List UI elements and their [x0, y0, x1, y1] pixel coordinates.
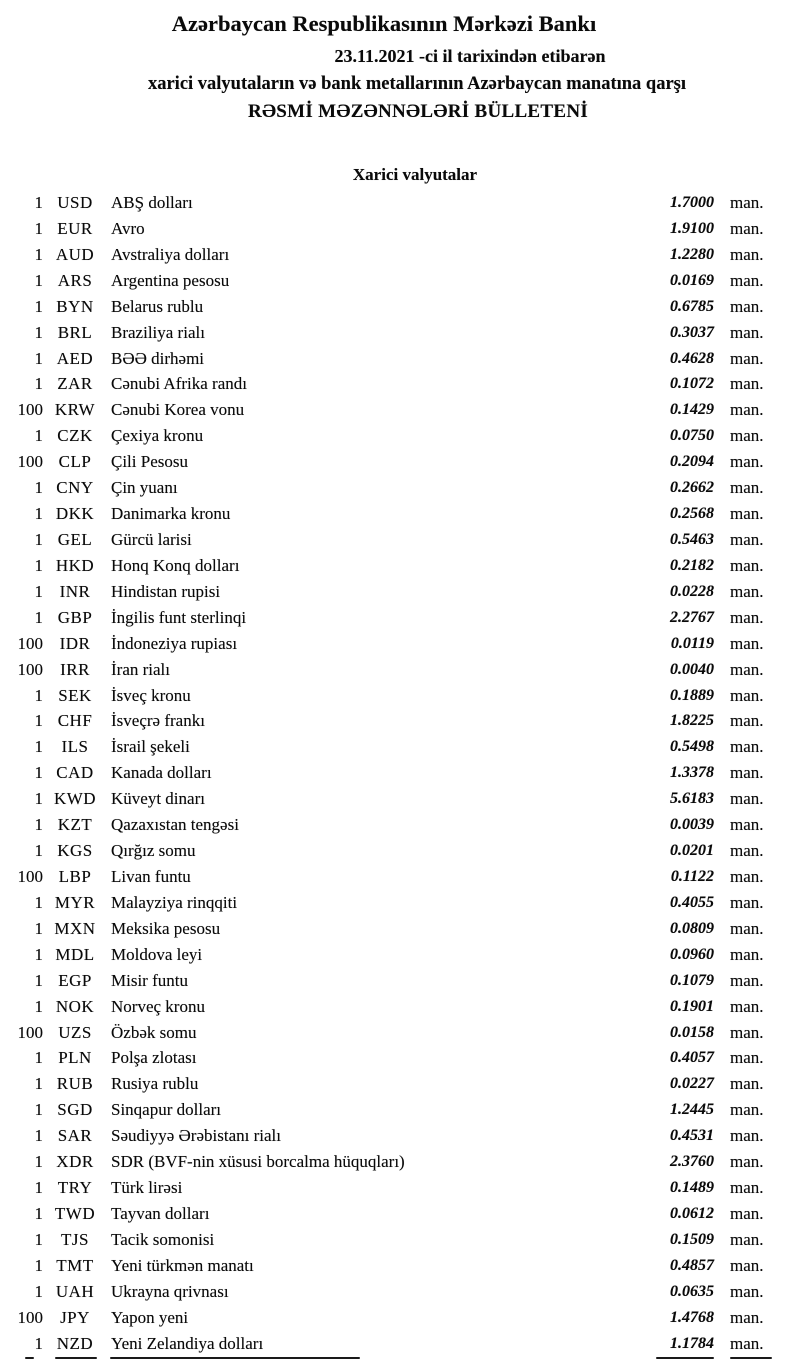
row-quantity: 1 [34, 815, 43, 835]
row-rate-unit: man. [730, 193, 764, 212]
rate-row [0, 449, 800, 475]
row-rate-value: 0.0227 [670, 1075, 714, 1093]
row-rate-value: 2.2767 [670, 608, 714, 626]
row-rate-value: 0.1509 [670, 1230, 714, 1248]
rate-row [0, 1227, 800, 1253]
rate-row [0, 1201, 800, 1227]
row-currency-code: CHF [57, 711, 93, 731]
row-currency-code: NOK [55, 996, 95, 1016]
row-currency-name: Yapon yeni [111, 1307, 189, 1327]
row-currency-name: Ukrayna qrivnası [111, 1281, 229, 1301]
row-currency-name: Honq Konq dolları [111, 555, 240, 575]
row-rate-value: 0.0635 [670, 1282, 714, 1300]
row-currency-name: Avstraliya dolları [111, 244, 230, 264]
row-quantity: 1 [34, 1333, 43, 1353]
row-rate-unit: man. [730, 581, 764, 601]
row-currency-code: GEL [57, 529, 93, 549]
rate-row [0, 268, 800, 294]
rates-table [0, 190, 800, 1356]
row-currency-name: Yeni Zelandiya dolları [111, 1333, 264, 1353]
row-quantity: 1 [34, 970, 43, 990]
row-rate-unit: man. [730, 841, 764, 861]
row-rate-value: 0.0039 [670, 816, 714, 834]
rate-row [0, 1331, 800, 1357]
row-currency-code: NZD [56, 1333, 94, 1353]
rate-row [0, 838, 800, 864]
row-currency-code: EGP [58, 970, 92, 990]
rate-row [0, 1175, 800, 1201]
rate-row [0, 397, 800, 423]
row-currency-code: AUD [55, 244, 95, 264]
row-rate-unit: man. [730, 1255, 764, 1275]
row-rate-value: 0.1889 [670, 686, 714, 704]
row-quantity: 1 [34, 1281, 43, 1301]
row-rate-unit: man. [730, 607, 764, 627]
row-rate-value: 0.2568 [670, 505, 714, 523]
row-quantity: 1 [34, 892, 43, 912]
row-quantity: 100 [17, 1022, 43, 1042]
row-quantity: 1 [34, 1229, 43, 1249]
row-currency-name: Rusiya rublu [111, 1074, 199, 1094]
row-currency-name: Çexiya kronu [111, 426, 204, 446]
row-rate-unit: man. [730, 1307, 764, 1327]
row-rate-value: 0.4531 [670, 1127, 714, 1145]
row-currency-code: KWD [53, 789, 97, 809]
row-currency-name: Braziliya rialı [111, 322, 205, 342]
rate-row [0, 1305, 800, 1331]
row-currency-code: TWD [54, 1203, 96, 1223]
row-rate-unit: man. [730, 426, 764, 446]
rate-row [0, 190, 800, 216]
row-rate-unit: man. [730, 763, 764, 783]
row-quantity: 1 [34, 685, 43, 705]
row-quantity: 1 [34, 322, 43, 342]
row-rate-unit: man. [730, 1229, 764, 1249]
row-currency-code: IRR [60, 659, 90, 679]
row-quantity: 1 [34, 348, 43, 368]
row-quantity: 1 [34, 711, 43, 731]
row-currency-name: Avro [111, 218, 145, 238]
row-rate-value: 0.3037 [670, 323, 714, 341]
rate-row [0, 760, 800, 786]
row-currency-name: Moldova leyi [111, 944, 203, 964]
row-rate-value: 1.7000 [670, 194, 714, 211]
row-currency-code: CZK [57, 426, 93, 446]
row-rate-value: 0.4857 [670, 1256, 714, 1274]
row-quantity: 1 [34, 1152, 43, 1172]
row-rate-unit: man. [730, 1178, 764, 1198]
row-rate-unit: man. [730, 737, 764, 757]
rate-row [0, 734, 800, 760]
row-quantity: 100 [17, 452, 43, 472]
row-quantity: 100 [17, 400, 43, 420]
row-rate-value: 0.1072 [670, 375, 714, 393]
row-currency-name: Cənubi Afrika randı [111, 374, 247, 394]
row-currency-name: SDR (BVF-nin xüsusi borcalma hüquqları) [111, 1152, 405, 1172]
row-rate-unit: man. [730, 504, 764, 524]
row-currency-name: İran rialı [111, 659, 170, 679]
row-rate-unit: man. [730, 270, 764, 290]
row-rate-value: 1.2280 [670, 245, 714, 263]
row-currency-name: Qırğız somu [111, 841, 196, 861]
row-quantity: 1 [34, 789, 43, 809]
row-rate-value: 0.4628 [670, 349, 714, 367]
rate-row [0, 786, 800, 812]
rate-row [0, 1149, 800, 1175]
rate-row [0, 657, 800, 683]
row-quantity: 1 [34, 607, 43, 627]
row-currency-code: KRW [54, 400, 96, 420]
row-quantity: 1 [34, 581, 43, 601]
rate-row [0, 294, 800, 320]
row-currency-code: CAD [56, 763, 94, 783]
row-rate-unit: man. [730, 529, 764, 549]
row-currency-name: Hindistan rupisi [111, 581, 221, 601]
row-rate-unit: man. [730, 1048, 764, 1068]
row-currency-name: İndoneziya rupiası [111, 633, 238, 653]
row-currency-name: Tayvan dolları [111, 1203, 210, 1223]
row-currency-name: İsveç kronu [111, 685, 191, 705]
row-quantity: 1 [34, 737, 43, 757]
row-rate-value: 1.8225 [670, 712, 714, 730]
row-rate-value: 0.0169 [670, 271, 714, 289]
row-rate-unit: man. [730, 685, 764, 705]
row-quantity: 1 [34, 244, 43, 264]
row-quantity: 100 [17, 866, 43, 886]
row-rate-unit: man. [730, 659, 764, 679]
row-currency-name: Türk lirəsi [111, 1178, 183, 1198]
row-rate-value: 1.2445 [670, 1101, 714, 1119]
row-rate-unit: man. [730, 815, 764, 835]
row-currency-code: JPY [60, 1307, 90, 1327]
row-currency-code: IDR [59, 633, 91, 653]
row-rate-unit: man. [730, 1074, 764, 1094]
row-rate-value: 0.0809 [670, 919, 714, 937]
rate-row [0, 553, 800, 579]
row-currency-name: Argentina pesosu [111, 270, 230, 290]
row-currency-code: GBP [57, 607, 93, 627]
rate-row [0, 1045, 800, 1071]
row-quantity: 1 [34, 555, 43, 575]
row-currency-code: UAH [55, 1281, 95, 1301]
row-currency-code: CLP [58, 452, 92, 472]
row-currency-code: MYR [54, 892, 96, 912]
row-rate-unit: man. [730, 1022, 764, 1042]
row-rate-value: 0.6785 [670, 297, 714, 315]
row-currency-name: Çili Pesosu [111, 452, 188, 472]
row-rate-value: 0.0228 [670, 582, 714, 600]
row-currency-name: Yeni türkmən manatı [111, 1255, 254, 1275]
rate-row [0, 812, 800, 838]
row-quantity: 1 [34, 918, 43, 938]
row-currency-code: ARS [57, 270, 93, 290]
row-quantity: 1 [34, 529, 43, 549]
row-quantity: 1 [34, 218, 43, 238]
row-rate-unit: man. [730, 555, 764, 575]
row-quantity: 1 [34, 1074, 43, 1094]
row-rate-unit: man. [730, 789, 764, 809]
row-rate-value: 0.1901 [670, 997, 714, 1015]
row-currency-code: USD [57, 193, 93, 212]
row-currency-code: SGD [57, 1100, 93, 1120]
row-rate-unit: man. [730, 374, 764, 394]
row-rate-value: 0.0158 [670, 1023, 714, 1041]
row-quantity: 1 [34, 504, 43, 524]
rate-row [0, 605, 800, 631]
rate-row [0, 423, 800, 449]
row-rate-value: 2.3760 [670, 1153, 714, 1171]
row-currency-code: INR [59, 581, 91, 601]
row-currency-code: BRL [57, 322, 93, 342]
row-quantity: 1 [34, 1100, 43, 1120]
row-quantity: 1 [34, 1178, 43, 1198]
row-currency-name: Qazaxıstan tengəsi [111, 815, 239, 835]
row-currency-name: Meksika pesosu [111, 918, 221, 938]
row-rate-value: 0.1429 [670, 401, 714, 419]
row-rate-value: 0.1489 [670, 1179, 714, 1197]
row-quantity: 1 [34, 1048, 43, 1068]
rate-row [0, 683, 800, 709]
row-quantity: 1 [34, 1255, 43, 1275]
row-quantity: 1 [34, 1126, 43, 1146]
row-currency-name: Belarus rublu [111, 296, 204, 316]
rate-row [0, 527, 800, 553]
bulletin-title: RƏSMİ MƏZƏNNƏLƏRİ BÜLLETENİ [247, 101, 589, 122]
row-currency-name: Cənubi Korea vonu [111, 400, 245, 420]
row-currency-name: İsrail şekeli [111, 737, 190, 757]
subject-line: xarici valyutaların və bank metallarının Azərbaycan manatına qarşı [147, 74, 687, 94]
row-rate-value: 1.3378 [670, 764, 714, 782]
row-currency-name: İngilis funt sterlinqi [111, 607, 247, 627]
row-currency-name: Səudiyyə Ərəbistanı rialı [111, 1126, 281, 1146]
row-currency-name: BƏƏ dirhəmi [111, 348, 205, 368]
row-currency-name: İsveçrə frankı [111, 711, 205, 731]
row-rate-unit: man. [730, 892, 764, 912]
row-currency-code: CNY [56, 478, 94, 498]
rate-row [0, 942, 800, 968]
row-currency-name: Polşa zlotası [111, 1048, 197, 1068]
row-rate-unit: man. [730, 1100, 764, 1120]
row-rate-value: 0.2662 [670, 479, 714, 497]
row-currency-code: SAR [57, 1126, 93, 1146]
row-currency-name: Çin yuanı [111, 478, 178, 498]
row-rate-value: 1.9100 [670, 219, 714, 237]
row-currency-code: EUR [57, 218, 93, 238]
rate-row [0, 371, 800, 397]
row-rate-value: 1.4768 [670, 1308, 714, 1326]
row-rate-value: 0.1122 [670, 867, 714, 885]
row-rate-unit: man. [730, 633, 764, 653]
row-quantity: 100 [17, 659, 43, 679]
row-rate-value: 0.0960 [670, 945, 714, 963]
row-rate-unit: man. [730, 218, 764, 238]
row-rate-value: 1.1784 [670, 1334, 714, 1352]
row-rate-unit: man. [730, 970, 764, 990]
row-rate-unit: man. [730, 348, 764, 368]
rate-row [0, 1279, 800, 1305]
row-currency-name: Livan funtu [111, 866, 191, 886]
rate-row [0, 994, 800, 1020]
rate-row [0, 708, 800, 734]
row-rate-unit: man. [730, 1333, 764, 1353]
row-currency-code: TRY [57, 1178, 93, 1198]
document-header [0, 0, 800, 125]
row-rate-unit: man. [730, 996, 764, 1016]
row-rate-unit: man. [730, 452, 764, 472]
row-currency-code: KGS [57, 841, 93, 861]
row-quantity: 1 [34, 193, 43, 212]
rate-row [0, 968, 800, 994]
row-currency-code: ILS [61, 737, 89, 757]
row-rate-value: 0.1079 [670, 971, 714, 989]
row-quantity: 100 [17, 1307, 43, 1327]
row-currency-name: Malayziya rinqqiti [111, 892, 238, 912]
row-quantity: 100 [17, 633, 43, 653]
row-quantity: 1 [34, 944, 43, 964]
row-rate-value: 5.6183 [670, 790, 714, 808]
row-rate-value: 0.0201 [670, 842, 714, 860]
rate-row [0, 1097, 800, 1123]
row-currency-code: BYN [56, 296, 94, 316]
rate-row [0, 1071, 800, 1097]
row-rate-unit: man. [730, 918, 764, 938]
row-quantity: 1 [34, 996, 43, 1016]
row-rate-unit: man. [730, 866, 764, 886]
rate-row [0, 320, 800, 346]
row-currency-code: ZAR [57, 374, 93, 394]
row-currency-name: Misir funtu [111, 970, 188, 990]
row-rate-value: 0.0612 [670, 1204, 714, 1222]
row-currency-code: AED [56, 348, 94, 368]
row-rate-unit: man. [730, 1152, 764, 1172]
row-currency-name: ABŞ dolları [111, 193, 193, 212]
row-rate-value: 0.2094 [670, 453, 714, 471]
row-currency-code: HKD [55, 555, 95, 575]
row-quantity: 1 [34, 478, 43, 498]
row-quantity: 1 [34, 426, 43, 446]
row-rate-unit: man. [730, 322, 764, 342]
rate-row [0, 631, 800, 657]
row-currency-code: KZT [57, 815, 93, 835]
row-rate-unit: man. [730, 1281, 764, 1301]
row-rate-value: 0.0750 [670, 427, 714, 445]
row-currency-code: MDL [55, 944, 95, 964]
row-rate-unit: man. [730, 244, 764, 264]
section-title-foreign-currencies: Xarici valyutalar [352, 165, 478, 184]
rate-row [0, 242, 800, 268]
row-currency-code: SEK [58, 685, 92, 705]
row-currency-name: Gürcü larisi [111, 529, 192, 549]
row-currency-name: Küveyt dinarı [111, 789, 205, 809]
rate-row [0, 1253, 800, 1279]
row-currency-name: Norveç kronu [111, 996, 205, 1016]
row-quantity: 1 [34, 296, 43, 316]
row-rate-unit: man. [730, 944, 764, 964]
rate-row [0, 890, 800, 916]
row-currency-code: RUB [56, 1074, 94, 1094]
row-currency-code: DKK [55, 504, 95, 524]
row-quantity: 1 [34, 841, 43, 861]
row-currency-code: UZS [58, 1022, 92, 1042]
row-currency-name: Sinqapur dolları [111, 1100, 222, 1120]
row-quantity: 1 [34, 270, 43, 290]
row-quantity: 1 [34, 763, 43, 783]
row-rate-unit: man. [730, 1203, 764, 1223]
row-rate-value: 0.2182 [670, 556, 714, 574]
rate-row [0, 1020, 800, 1046]
row-currency-name: Kanada dolları [111, 763, 212, 783]
row-rate-value: 0.0119 [670, 634, 714, 652]
rate-row [0, 1123, 800, 1149]
rate-row [0, 475, 800, 501]
rate-row [0, 916, 800, 942]
row-rate-unit: man. [730, 296, 764, 316]
row-rate-value: 0.4057 [670, 1049, 714, 1067]
row-rate-value: 0.5498 [670, 738, 714, 756]
row-quantity: 1 [34, 374, 43, 394]
effective-date-line: 23.11.2021 -ci il tarixindən etibarən [334, 46, 606, 66]
rate-row [0, 501, 800, 527]
row-rate-value: 0.5463 [670, 530, 714, 548]
row-currency-code: TMT [56, 1255, 94, 1275]
bank-title: Azərbaycan Respublikasının Mərkəzi Bankı [171, 11, 597, 36]
row-rate-unit: man. [730, 1126, 764, 1146]
row-currency-code: TJS [61, 1229, 89, 1249]
row-rate-unit: man. [730, 400, 764, 420]
row-rate-value: 0.4055 [670, 893, 714, 911]
row-rate-unit: man. [730, 478, 764, 498]
row-rate-value: 0.0040 [670, 660, 714, 678]
row-rate-unit: man. [730, 711, 764, 731]
rate-row [0, 579, 800, 605]
row-currency-code: PLN [58, 1048, 92, 1068]
rate-row [0, 864, 800, 890]
rate-row [0, 346, 800, 372]
row-currency-code: XDR [56, 1152, 94, 1172]
row-currency-code: LBP [58, 866, 92, 886]
row-currency-code: MXN [54, 918, 96, 938]
row-quantity: 1 [34, 1203, 43, 1223]
row-currency-name: Tacik somonisi [111, 1229, 215, 1249]
rate-row [0, 216, 800, 242]
row-currency-name: Danimarka kronu [111, 504, 231, 524]
row-currency-name: Özbək somu [111, 1022, 197, 1042]
